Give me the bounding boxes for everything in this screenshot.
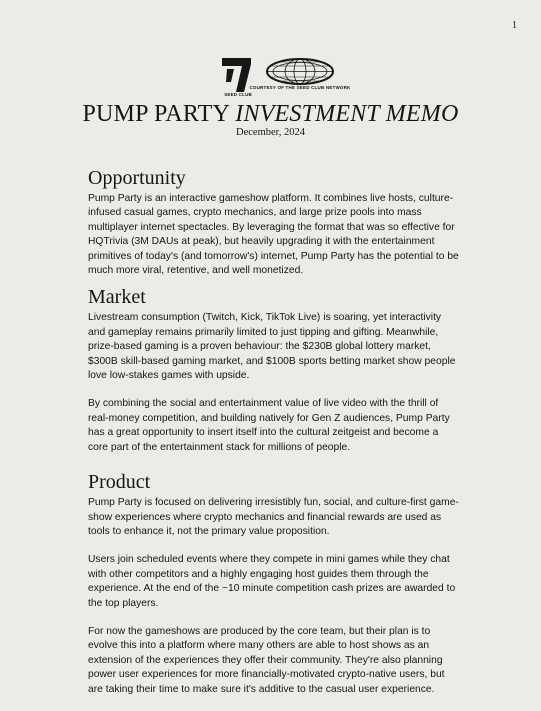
title-main: PUMP PARTY: [82, 101, 230, 127]
page-title: [0, 101, 541, 128]
page-number: 1: [512, 20, 517, 31]
seed-club-logo: [202, 58, 252, 97]
network-tag: COURTESY OF THE SEED CLUB NETWORK: [249, 85, 351, 90]
seed-club-mark-icon: [220, 58, 252, 92]
title-italic: INVESTMENT MEMO: [235, 101, 459, 127]
section-heading: Market: [88, 286, 146, 309]
section-heading: Product: [88, 471, 151, 494]
memo-header: [0, 101, 541, 138]
logo-row: [202, 58, 351, 97]
memo-body: [88, 165, 460, 711]
section-market: [88, 284, 460, 455]
section-product: [88, 469, 460, 697]
section-heading: Opportunity: [88, 167, 186, 189]
paragraph: Pump Party is an interactive gameshow platform. It combines live hosts, culture-infused casual games, crypto mechanics, and large prize pools into mass multiplayer internet spectacles. By leveraging the format that was so effective for HQTrivia (3M DAUs at peak), but heavily upgrading it with the entertainment primitives of today's (and tomorrow's) internet, Pump Party has the potential to be much more viral, retentive, and well monetized.: [88, 193, 459, 277]
globe-icon: [265, 58, 335, 85]
memo-date: December, 2024: [236, 127, 305, 138]
seed-club-network-logo: [249, 58, 351, 90]
paragraph: By combining the social and entertainment value of live video with the thrill of real-money competition, and building natively for Gen Z audiences, Pump Party has a great opportunity to insert itself into the cultural zeitgeist and become a core part of the entertainment stack for millions of people.: [88, 398, 450, 453]
paragraph: Users join scheduled events where they compete in mini games while they chat with other competitors and a highly engaging host guides them through the experience. At the end of the ~10 minute competition cash prizes are awarded to the top players.: [88, 554, 456, 609]
seed-club-tag: SEED CLUB: [224, 92, 252, 97]
paragraph: Pump Party is focused on delivering irresistibly fun, social, and culture-first game-show experiences where crypto mechanics and financial rewards are used as tools to enhance it, not the primary value proposition.: [88, 497, 459, 537]
section-opportunity: [88, 165, 460, 278]
paragraph: Livestream consumption (Twitch, Kick, TikTok Live) is soaring, yet interactivity and gameplay remains primarily limited to just tipping and gifting. Meanwhile, prize-based gaming is a proven behaviour: the $230B global lottery market, $300B skill-based gaming market, and $100B sports betting market show people love low-stakes games with upside.: [88, 312, 456, 382]
paragraph: For now the gameshows are produced by the core team, but their plan is to evolve this into a platform where many others are able to host shows as an extension of the experiences they offer their community. They're also planning power user experiences for more financially-motivated crypto-native users, but are taking their time to make sure it's additive to the casual user experience.: [88, 625, 445, 695]
